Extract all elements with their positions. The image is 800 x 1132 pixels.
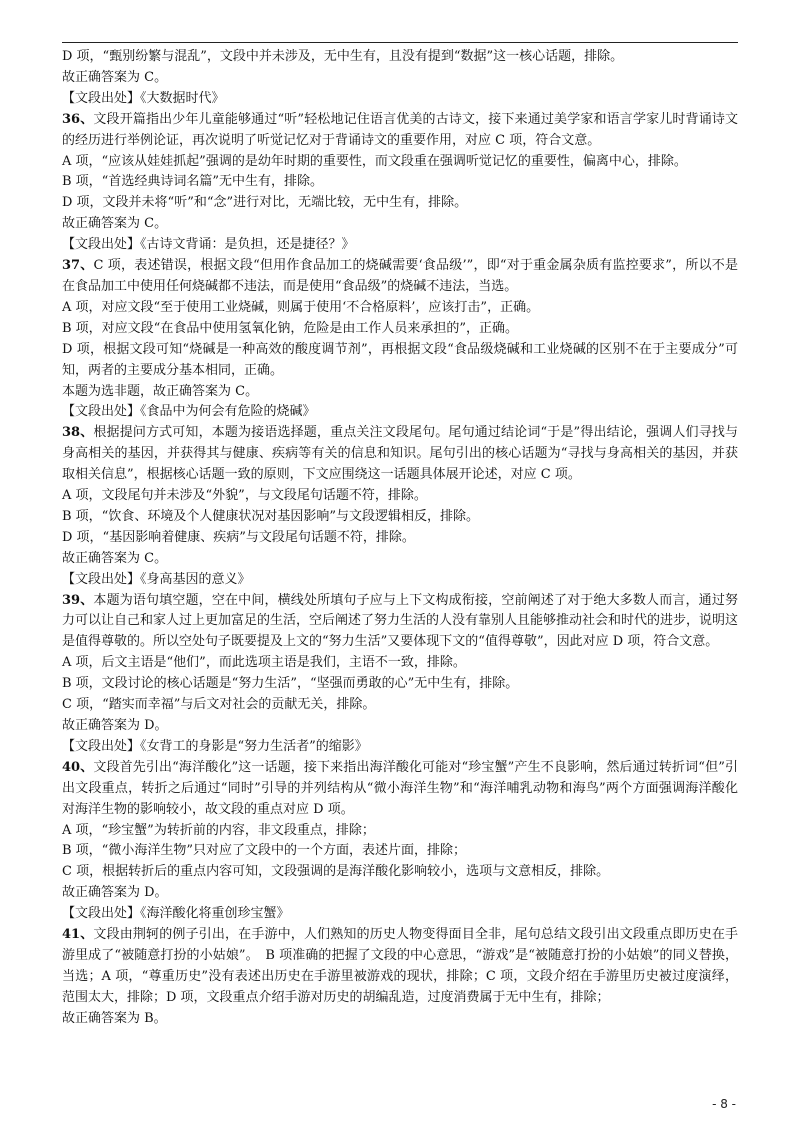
- paragraph-text: D 项，“甄别纷繁与混乱”，文段中并未涉及，无中生有，且没有提到“数据”这一核心话题，排除。: [62, 49, 624, 64]
- paragraph-text: C 项，表述错误，根据文段“但用作食品加工的烧碱需要‘食品级’”，即“对于重金属杂质有监控要求”，所以不是在食品加工中使用任何烧碱都不违法，而是使用“食品级”的烧碱不违法，当选。: [62, 258, 738, 294]
- paragraph-text: 【文段出处】《大数据时代》: [62, 90, 225, 106]
- paragraph: [62, 821, 738, 842]
- paragraph: [62, 382, 738, 403]
- paragraph: [62, 172, 738, 193]
- paragraph-text: 故正确答案为 C。: [62, 69, 168, 85]
- paragraph: [62, 862, 738, 883]
- paragraph-text: A 项，文段尾句并未涉及“外貌”，与文段尾句话题不符，排除。: [62, 488, 427, 504]
- paragraph: [62, 486, 738, 507]
- paragraph: [62, 591, 738, 654]
- paragraph: [62, 340, 738, 382]
- question-number: 40、: [62, 759, 94, 775]
- paragraph: [62, 716, 738, 737]
- paragraph-text: 【文段出处】《女背工的身影是“努力生活者”的缩影》: [62, 738, 368, 754]
- paragraph: [62, 549, 738, 570]
- paragraph: [62, 507, 738, 528]
- paragraph-text: A 项，“应该从娃娃抓起”强调的是幼年时期的重要性，而文段重在强调听觉记忆的重要性，偏离中心，排除。: [62, 153, 687, 169]
- paragraph: [62, 298, 738, 319]
- paragraph-text: 本题为选非题，故正确答案为 C。: [62, 383, 259, 399]
- paragraph-text: 故正确答案为 B。: [62, 1010, 167, 1026]
- paragraph: [62, 653, 738, 674]
- paragraph: [62, 674, 738, 695]
- paragraph-text: D 项，文段并未将“听”和“念”进行对比，无端比较，无中生有，排除。: [62, 195, 468, 211]
- question-number: 39、: [62, 592, 94, 608]
- paragraph-text: A 项，后文主语是“他们”，而此选项主语是我们，主语不一致，排除。: [62, 655, 466, 671]
- paragraph-text: 故正确答案为 C。: [62, 216, 168, 232]
- paragraph-text: 【文段出处】《身高基因的意义》: [62, 571, 251, 587]
- paragraph: [62, 841, 738, 862]
- paragraph: [62, 925, 738, 1009]
- paragraph: [62, 68, 738, 89]
- paragraph-text: C 项，“踏实而幸福”与后文对社会的贡献无关，排除。: [62, 697, 376, 713]
- question-number: 36、: [62, 111, 94, 127]
- paragraph: [62, 256, 738, 298]
- paragraph-text: 【文段出处】《食品中为何会有危险的烧碱》: [62, 404, 316, 420]
- question-number: 41、: [62, 927, 94, 943]
- paragraph-text: 本题为语句填空题，空在中间，横线处所填句子应与上下文构成衔接，空前阐述了对于绝大多数人而言，通过努力可以让自己和家人过上更加富足的生活，空后阐述了努力生活的人没有靠别人且能够推动社会和时代的进步，说明这是值得尊敬的。所以空处句子既要提及上文的“努力生活”又要体现下文的“值得尊敬”，因此对应 D 项，符合文意。: [62, 592, 739, 650]
- paragraph: [62, 214, 738, 235]
- paragraph: [62, 758, 738, 821]
- paragraph-text: A 项，对应文段“至于使用工业烧碱，则属于使用‘不合格原料’，应该打击”，正确。: [62, 299, 540, 315]
- paragraph: [62, 883, 738, 904]
- paragraph-text: 故正确答案为 D。: [62, 885, 168, 901]
- paragraph-text: D 项，“基因影响着健康、疾病”与文段尾句话题不符，排除。: [62, 529, 415, 545]
- paragraph-text: B 项，对应文段“在食品中使用氢氧化钠，危险是由工作人员来承担的”，正确。: [62, 320, 518, 336]
- paragraph-text: C 项，根据转折后的重点内容可知，文段强调的是海洋酸化影响较小，选项与文意相反，排除。: [62, 864, 610, 880]
- paragraph-text: A 项，“珍宝蟹”为转折前的内容，非文段重点，排除；: [62, 822, 375, 838]
- paragraph-text: D 项，根据文段可知“烧碱是一种高效的酸度调节剂”，再根据文段“食品级烧碱和工业烧碱的区别不在于主要成分”可知，两者的主要成分基本相同，正确。: [62, 341, 738, 378]
- header-rule: [62, 42, 738, 43]
- paragraph-text: 根据提问方式可知，本题为接语选择题，重点关注文段尾句。尾句通过结论词“于是”得出结论，强调人们寻找与身高相关的基因，并获得其与健康、疾病等有关的信息和知识。尾句引出的核心话题为“寻找与身高相关的基因，并获取相关信息”，根据核心话题一致的原则，下文应围绕这一话题具体展开论述，对应 C 项。: [62, 425, 738, 483]
- paragraph: [62, 110, 738, 152]
- question-number: 38、: [62, 425, 94, 441]
- paragraph: [62, 89, 738, 110]
- question-number: 37、: [62, 258, 94, 274]
- paragraph-text: 【文段出处】《海洋酸化将重创珍宝蟹》: [62, 906, 290, 922]
- paragraph-text: B 项，“微小海洋生物”只对应了文段中的一个方面，表述片面，排除；: [62, 843, 466, 859]
- paragraph: [62, 737, 738, 758]
- paragraph: [62, 1009, 738, 1030]
- paragraph: [62, 235, 738, 256]
- paragraph-text: B 项，文段讨论的核心话题是“努力生活”，“坚强而勇敢的心”无中生有，排除。: [62, 676, 519, 692]
- paragraph: [62, 152, 738, 173]
- page-number: - 8 -: [712, 1097, 736, 1111]
- paragraph: [62, 423, 738, 486]
- paragraph: [62, 695, 738, 716]
- paragraph-text: 故正确答案为 D。: [62, 718, 168, 733]
- paragraph-text: 文段由荆轲的例子引出，在手游中，人们熟知的历史人物变得面目全非，尾句总结文段引出文段重点即历史在手游里成了“被随意打扮的小姑娘”。 B 项准确的把握了文段的中心意思，“游戏”是“被随意打扮的小姑娘”的同义替换，当选；A 项，“尊重历史”没有表述出历史在手游里被游戏的现状，排除；C 项，文段介绍在手游里历史被过度演绎，范围太大，排除；D 项，文段重点介绍手游对历史的胡编乱造，过度消费属于无中生有，排除；: [62, 927, 738, 1005]
- paragraph-text: B 项，“首选经典诗词名篇”无中生有，排除。: [62, 174, 323, 190]
- paragraph-text: 【文段出处】《古诗文背诵：是负担，还是捷径？》: [62, 237, 355, 253]
- paragraph-text: 故正确答案为 C。: [62, 550, 168, 566]
- paragraph-text: 文段首先引出“海洋酸化”这一话题，接下来指出海洋酸化可能对“珍宝蟹”产生不良影响，然后通过转折词“但”引出文段重点，转折之后通过“同时”引导的并列结构从“微小海洋生物”和“海洋哺乳动物和海鸟”两个方面强调海洋酸化对海洋生物的影响较小，故文段的重点对应 D 项。: [62, 759, 738, 817]
- paragraph: [62, 193, 738, 214]
- paragraph: [62, 570, 738, 591]
- paragraph-text: B 项，“饮食、环境及个人健康状况对基因影响”与文段逻辑相反，排除。: [62, 508, 479, 524]
- paragraph: [62, 402, 738, 423]
- paragraph: [62, 319, 738, 340]
- paragraph: [62, 47, 738, 68]
- paragraph-text: 文段开篇指出少年儿童能够通过“听”轻松地记住语言优美的古诗文，接下来通过美学家和语言学家儿时背诵诗文的经历进行举例论证，再次说明了听觉记忆对于背诵诗文的重要作用，对应 C 项，符合文意。: [62, 111, 738, 148]
- document-body: [62, 47, 738, 1030]
- paragraph: [62, 904, 738, 925]
- paragraph: [62, 528, 738, 549]
